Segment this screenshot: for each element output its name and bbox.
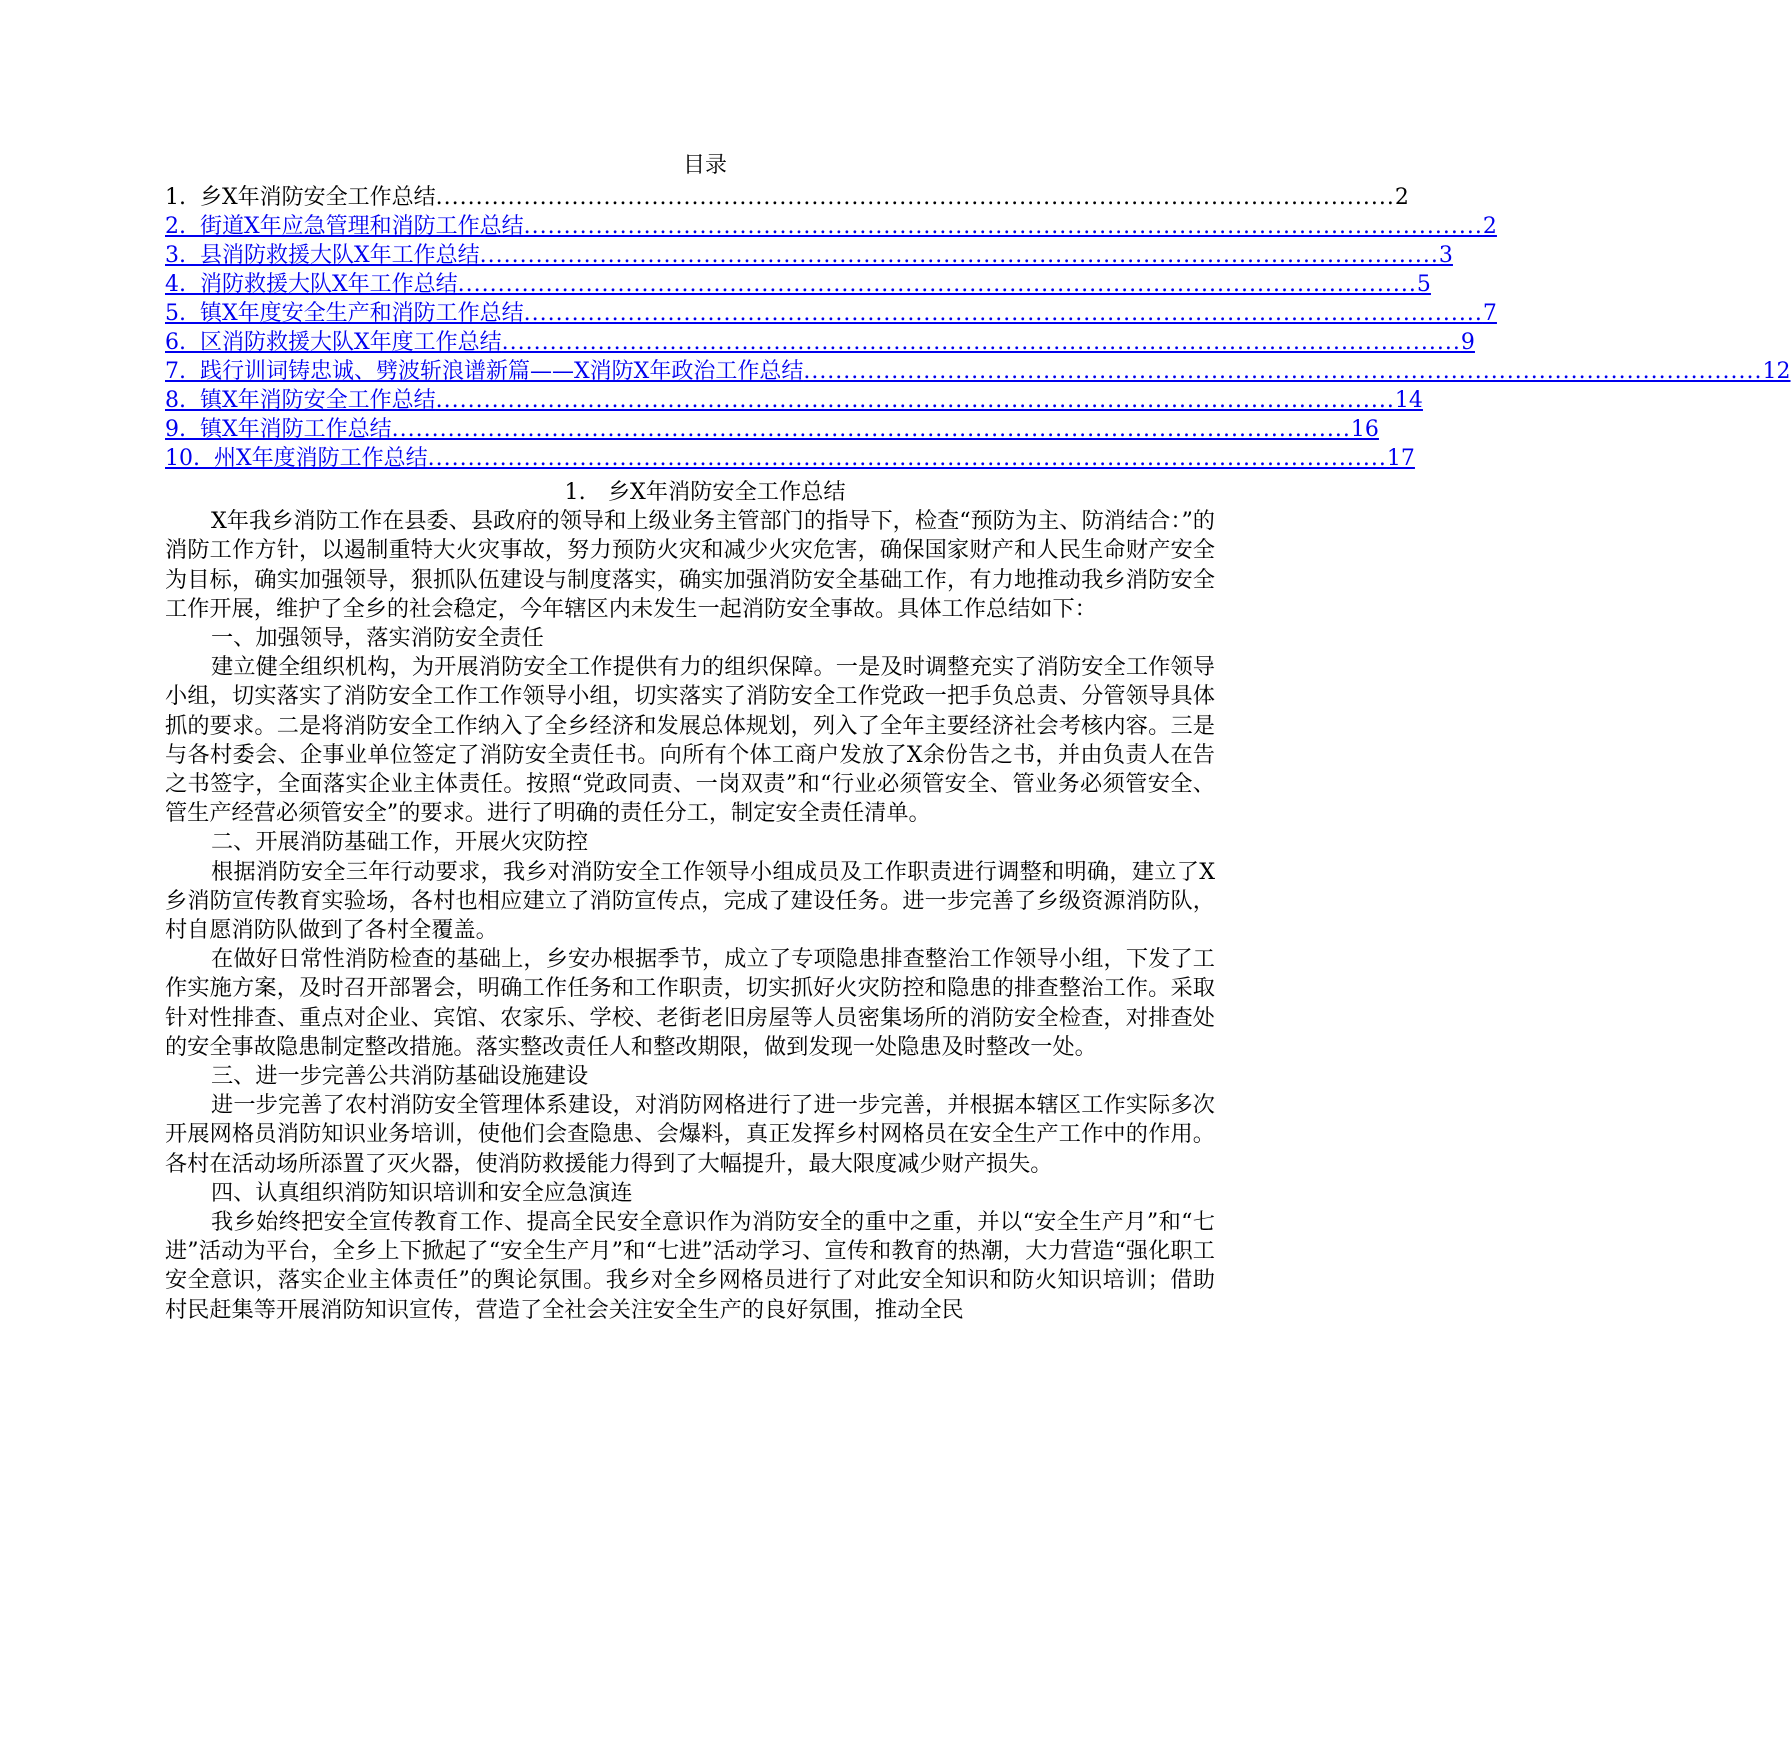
toc-page-number: 9	[1460, 330, 1475, 355]
toc-leader: ........................................................................................................................	[391, 417, 1351, 442]
toc-item-number: 2.	[165, 214, 186, 239]
toc-item-label: 乡X年消防安全工作总结	[200, 185, 436, 210]
toc-item-label: 镇X年消防工作总结	[200, 417, 392, 442]
toc-page-number: 17	[1386, 446, 1415, 471]
toc-item-number: 10.	[165, 446, 200, 471]
toc-page-number: 2	[1482, 214, 1497, 239]
toc-leader: ........................................................................................................................	[523, 214, 1483, 239]
paragraph-training: 我乡始终把安全宣传教育工作、提高全民安全意识作为消防安全的重中之重，并以“安全生产月”和“七进”活动为平台，全乡上下掀起了“安全生产月”和“七进”活动学习、宣传和教育的热潮，大力营造“强化职工安全意识，落实企业主体责任”的舆论氛围。我乡对全乡网格员进行了对此安全知识和防火知识培训；借助村民赶集等开展消防知识宣传，营造了全社会关注安全生产的良好氛围，推动全民	[165, 1209, 1215, 1323]
toc-item-5[interactable]	[165, 299, 1497, 328]
toc-leader: ........................................................................................................................	[501, 330, 1461, 355]
toc-item-number: 3.	[165, 243, 186, 268]
toc-page-number: 2	[1394, 185, 1409, 210]
paragraph-responsibility: 建立健全组织机构，为开展消防安全工作提供有力的组织保障。一是及时调整充实了消防安全工作领导小组，切实落实了消防安全工作工作领导小组，切实落实了消防安全工作党政一把手负总责、分管领导具体抓的要求。二是将消防安全工作纳入了全乡经济和发展总体规划，列入了全年主要经济社会考核内容。三是与各村委会、企事业单位签定了消防安全责任书。向所有个体工商户发放了X余份告之书，并由负责人在告之书签字，全面落实企业主体责任。按照“党政同责、一岗双责”和“行业必须管安全、管业务必须管安全、管生产经营必须管安全”的要求。进行了明确的责任分工，制定安全责任清单。	[165, 654, 1215, 827]
toc-item-number: 8.	[165, 388, 186, 413]
toc-leader: ........................................................................................................................	[435, 185, 1395, 210]
toc-page-number: 5	[1416, 272, 1431, 297]
toc-page-number: 14	[1394, 388, 1423, 413]
toc-item-label: 街道X年应急管理和消防工作总结	[200, 214, 524, 239]
toc-item-label: 镇X年消防安全工作总结	[200, 388, 436, 413]
article-heading: 1. 乡X年消防安全工作总结	[564, 479, 846, 505]
toc-item-label: 州X年度消防工作总结	[214, 446, 428, 471]
section-heading-4: 四、认真组织消防知识培训和安全应急演连	[211, 1179, 633, 1206]
toc-item-2[interactable]	[165, 212, 1497, 241]
toc-leader: ........................................................................................................................	[803, 359, 1763, 384]
toc-item-number: 5.	[165, 301, 186, 326]
toc-item-10[interactable]	[165, 444, 1415, 473]
toc-item-label: 镇X年度安全生产和消防工作总结	[200, 301, 524, 326]
toc-item-6[interactable]	[165, 328, 1475, 357]
toc-item-4[interactable]	[165, 270, 1431, 299]
toc-item-3[interactable]	[165, 241, 1453, 270]
paragraph-foundation: 根据消防安全三年行动要求，我乡对消防安全工作领导小组成员及工作职责进行调整和明确，建立了X乡消防宣传教育实验场，各村也相应建立了消防宣传点，完成了建设任务。进一步完善了乡级资源消防队，村自愿消防队做到了各村全覆盖。	[165, 858, 1215, 944]
toc-page-number: 16	[1350, 417, 1379, 442]
toc-item-number: 7.	[165, 359, 186, 384]
paragraph-inspection: 在做好日常性消防检查的基础上，乡安办根据季节，成立了专项隐患排查整治工作领导小组，下发了工作实施方案，及时召开部署会，明确工作任务和工作职责，切实抓好火灾防控和隐患的排查整治工作。采取针对性排查、重点对企业、宾馆、农家乐、学校、老街老旧房屋等人员密集场所的消防安全检查，对排查处的安全事故隐患制定整改措施。落实整改责任人和整改期限，做到发现一处隐患及时整改一处。	[165, 946, 1215, 1060]
toc-item-1[interactable]	[165, 183, 1409, 212]
paragraph-infrastructure: 进一步完善了农村消防安全管理体系建设，对消防网格进行了进一步完善，并根据本辖区工作实际多次开展网格员消防知识业务培训，使他们会查隐患、会爆料，真正发挥乡村网格员在安全生产工作中的作用。各村在活动场所添置了灭火器，使消防救援能力得到了大幅提升，最大限度减少财产损失。	[165, 1092, 1215, 1177]
toc-item-7[interactable]	[165, 357, 1791, 386]
toc-item-number: 6.	[165, 330, 186, 355]
paragraph-intro: X年我乡消防工作在县委、县政府的领导和上级业务主管部门的指导下，检查“预防为主、防消结合：”的消防工作方针，以遏制重特大火灾事故，努力预防火灾和减少火灾危害，确保国家财产和人民生命财产安全为目标，确实加强领导，狠抓队伍建设与制度落实，确实加强消防安全基础工作，有力地推动我乡消防安全工作开展，维护了全乡的社会稳定，今年辖区内未发生一起消防安全事故。具体工作总结如下：	[165, 508, 1215, 622]
toc-page-number: 12	[1762, 359, 1791, 384]
toc-page-number: 7	[1482, 301, 1497, 326]
toc-leader: ........................................................................................................................	[435, 388, 1395, 413]
toc-page-number: 3	[1438, 243, 1453, 268]
toc-item-number: 4.	[165, 272, 186, 297]
toc-title: 目录	[682, 153, 727, 178]
article-body	[165, 478, 1215, 1325]
toc-leader: ........................................................................................................................	[479, 243, 1439, 268]
toc-item-label: 践行训词铸忠诚、劈波斩浪谱新篇——X消防X年政治工作总结	[200, 359, 804, 384]
toc-leader: ........................................................................................................................	[427, 446, 1387, 471]
toc-item-label: 区消防救援大队X年度工作总结	[200, 330, 502, 355]
section-heading-1: 一、加强领导，落实消防安全责任	[211, 625, 544, 652]
section-heading-3: 三、进一步完善公共消防基础设施建设	[211, 1063, 589, 1090]
toc-item-number: 1.	[165, 185, 186, 210]
table-of-contents	[165, 183, 1791, 473]
toc-item-9[interactable]	[165, 415, 1379, 444]
toc-leader: ........................................................................................................................	[523, 301, 1483, 326]
toc-item-8[interactable]	[165, 386, 1423, 415]
toc-item-number: 9.	[165, 417, 186, 442]
toc-leader: ........................................................................................................................	[457, 272, 1417, 297]
section-heading-2: 二、开展消防基础工作，开展火灾防控	[211, 829, 589, 856]
toc-item-label: 消防救援大队X年工作总结	[200, 272, 458, 297]
toc-item-label: 县消防救援大队X年工作总结	[200, 243, 480, 268]
